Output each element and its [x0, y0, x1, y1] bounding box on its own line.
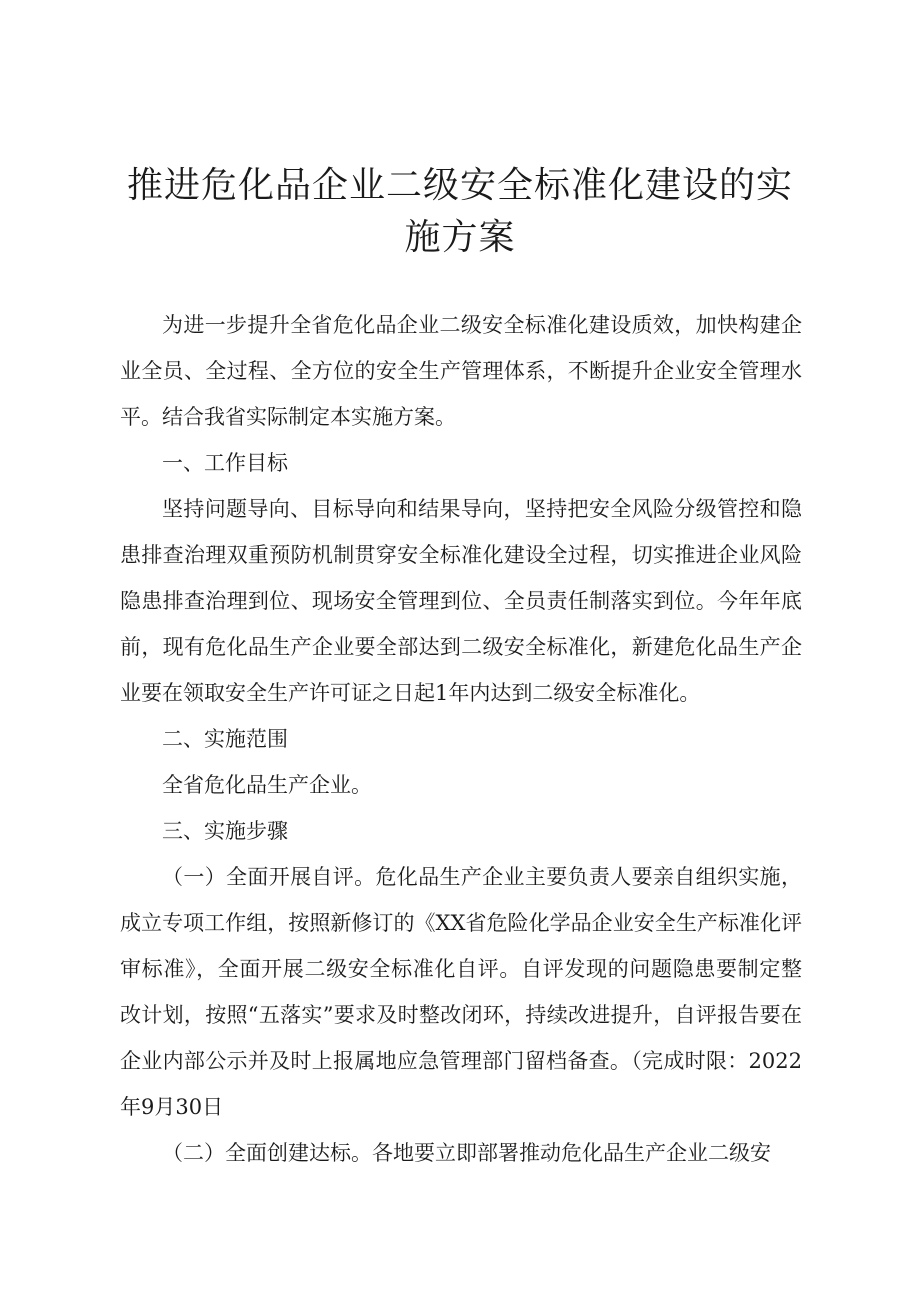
scope-paragraph: 全省危化品生产企业。 — [162, 773, 372, 797]
document-title: 推进危化品企业二级安全标准化建设的实施方案 — [126, 165, 793, 258]
section-heading-scope: 二、实施范围 — [162, 727, 288, 751]
document-body — [120, 302, 802, 1176]
intro-paragraph: 为进一步提升全省危化品企业二级安全标准化建设质效，加快构建企业全员、全过程、全方位的安全生产管理体系，不断提升企业安全管理水平。结合我省实际制定本实施方案。 — [120, 313, 802, 429]
step-one-paragraph: （一）全面开展自评。危化品生产企业主要负责人要亲自组织实施，成立专项工作组，按照新修订的《XX省危险化学品企业安全生产标准化评审标准》，全面开展二级安全标准化自评。自评发现的问题隐患要制定整改计划，按照“五落实”要求及时整改闭环，持续改进提升，自评报告要在企业内部公示并及时上报属地应急管理部门留档备查。（完成时限：2022年9月30日 — [120, 865, 802, 1119]
goals-paragraph: 坚持问题导向、目标导向和结果导向，坚持把安全风险分级管控和隐患排查治理双重预防机制贯穿安全标准化建设全过程，切实推进企业风险隐患排查治理到位、现场安全管理到位、全员责任制落实到位。今年年底前，现有危化品生产企业要全部达到二级安全标准化，新建危化品生产企业要在领取安全生产许可证之日起1年内达到二级安全标准化。 — [120, 497, 802, 705]
step-two-paragraph: （二）全面创建达标。各地要立即部署推动危化品生产企业二级安 — [162, 1141, 771, 1165]
section-heading-steps: 三、实施步骤 — [162, 819, 288, 843]
section-heading-goals: 一、工作目标 — [162, 451, 288, 475]
